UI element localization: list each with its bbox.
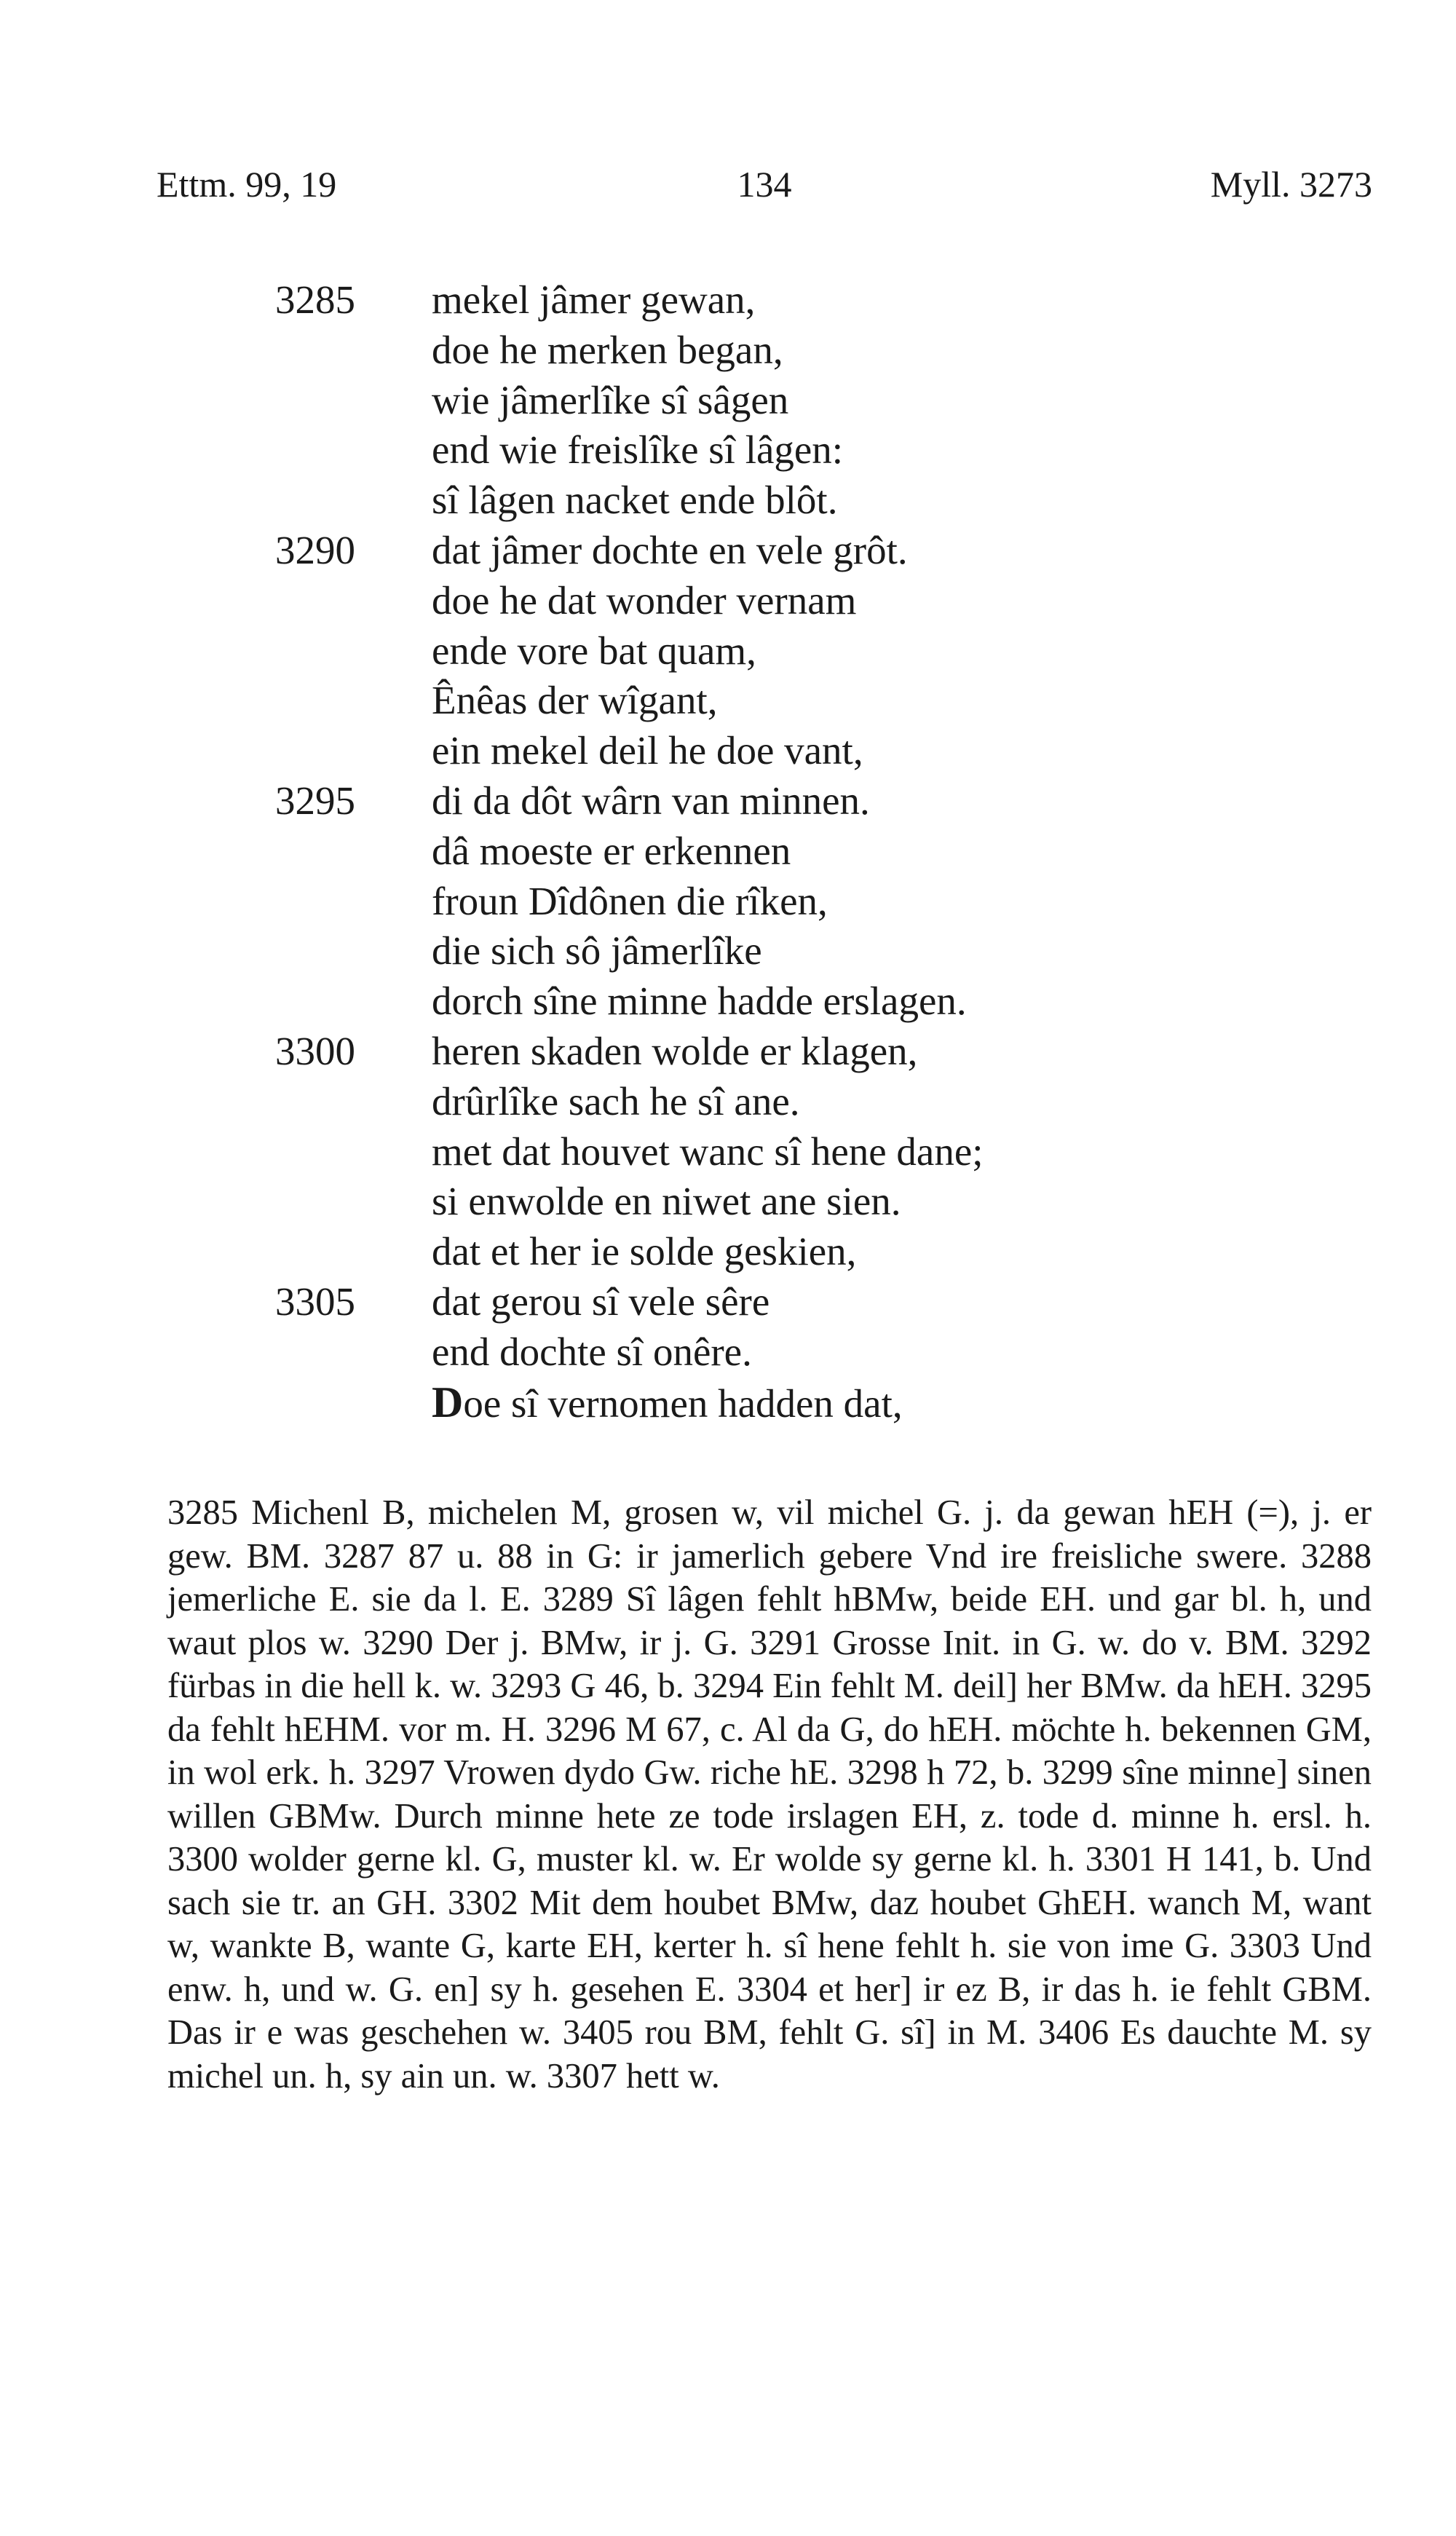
verse-text: end wie freislîke sî lâgen: xyxy=(432,427,844,473)
verse-line xyxy=(275,1027,1294,1077)
verse-number: 3290 xyxy=(275,527,355,572)
verse-text xyxy=(432,1378,903,1429)
verse-line xyxy=(275,576,1294,626)
verse-line xyxy=(275,1277,1294,1327)
header-right-reference: Myll. 3273 xyxy=(1210,164,1372,205)
verse-text: dat gerou sî vele sêre xyxy=(432,1279,770,1324)
verse-text: drûrlîke sach he sî ane. xyxy=(432,1078,800,1123)
running-header xyxy=(157,159,1372,210)
verse-line xyxy=(275,726,1294,776)
verse-line xyxy=(275,376,1294,426)
verse-line xyxy=(275,926,1294,976)
verse-line xyxy=(275,526,1294,576)
verse-line xyxy=(275,1378,1294,1428)
verse-line xyxy=(275,1077,1294,1127)
verse-text: di da dôt wârn van minnen. xyxy=(432,778,870,823)
verse-text: met dat houvet wanc sî hene dane; xyxy=(432,1129,984,1174)
verse-text: dâ moeste er erkennen xyxy=(432,828,791,873)
verse-line xyxy=(275,475,1294,526)
critical-apparatus: 3285 Michenl B, michelen M, grosen w, vil michel G. j. da gewan hEH (=), j. er gew. BM. 3287 87 u. 88 in G: ir jamerlich gebere Vnd ire freisliche swere. 3288 jemerliche E. sie da l. E. 3289 Sî lâgen fehlt hBMw, beide EH. und gar bl. h, und waut plos w. 3290 Der j. BMw, ir j. G. 3291 Grosse Init. in G. w. do v. BM. 3292 fürbas in die hell k. w. 3293 G 46, b. 3294 Ein fehlt M. deil] her BMw. da hEH. 3295 da fehlt hEHM. vor m. H. 3296 M 67, c. Al da G, do hEH. möchte h. bekennen GM, in wol erk. h. 3297 Vrowen dydo Gw. riche hE. 3298 h 72, b. 3299 sîne minne] sinen willen GBMw. Durch minne hete ze tode irslagen EH, z. tode d. minne h. ersl. h. 3300 wolder gerne kl. G, muster kl. w. Er wolde sy gerne kl. h. 3301 H 141, b. Und sach sie tr. an GH. 3302 Mit dem houbet BMw, daz houbet GhEH. wanch M, want w, wankte B, wante G, karte EH, kerter h. sî hene fehlt h. sie von ime G. 3303 Und enw. h, und w. G. en] sy h. gesehen E. 3304 et her] ir ez B, ir das h. ie fehlt GBM. Das ir e was geschehen w. 3405 rou BM, fehlt G. sî] in M. 3406 Es dauchte M. sy michel un. h, sy ain un. w. 3307 hett w. xyxy=(167,1493,1372,2095)
verse-text: wie jâmerlîke sî sâgen xyxy=(432,377,789,422)
verse-text: si enwolde en niwet ane sien. xyxy=(432,1179,901,1224)
verse-line xyxy=(275,1177,1294,1227)
verse-line xyxy=(275,1327,1294,1378)
verse-line xyxy=(275,976,1294,1027)
verse-text: dat jâmer dochte en vele grôt. xyxy=(432,527,908,572)
verse-line xyxy=(275,325,1294,376)
verse-number: 3285 xyxy=(275,277,355,322)
verse-line xyxy=(275,275,1294,325)
verse-initial: D xyxy=(432,1378,464,1426)
verse-text: doe he dat wonder vernam xyxy=(432,577,857,623)
verse-text: die sich sô jâmerlîke xyxy=(432,928,762,973)
verse-text: froun Dîdônen die rîken, xyxy=(432,878,828,923)
verse-text: sî lâgen nacket ende blôt. xyxy=(432,478,838,523)
verse-text: ein mekel deil he doe vant, xyxy=(432,728,863,773)
header-left-reference: Ettm. 99, 19 xyxy=(157,164,337,205)
verse-text: doe he merken began, xyxy=(432,327,783,372)
verse-line xyxy=(275,676,1294,726)
verse-number: 3300 xyxy=(275,1028,355,1073)
verse-text: mekel jâmer gewan, xyxy=(432,277,756,322)
verse-line xyxy=(275,776,1294,826)
verse-text: dorch sîne minne hadde erslagen. xyxy=(432,979,967,1024)
verse-text: ende vore bat quam, xyxy=(432,628,756,673)
verse-line xyxy=(275,877,1294,927)
verse-line xyxy=(275,425,1294,475)
verse-text: Ênêas der wîgant, xyxy=(432,678,718,723)
verse-text-rest: oe sî vernomen hadden dat, xyxy=(463,1380,903,1426)
verse-text: heren skaden wolde er klagen, xyxy=(432,1028,918,1073)
verse-block xyxy=(275,275,1294,1427)
page-number: 134 xyxy=(737,164,792,205)
verse-number: 3305 xyxy=(275,1279,355,1324)
verse-line xyxy=(275,826,1294,877)
verse-number: 3295 xyxy=(275,778,355,823)
verse-text: dat et her ie solde geskien, xyxy=(432,1229,857,1274)
verse-line xyxy=(275,1127,1294,1177)
verse-line xyxy=(275,1227,1294,1277)
verse-line xyxy=(275,626,1294,676)
verse-text: end dochte sî onêre. xyxy=(432,1329,752,1374)
